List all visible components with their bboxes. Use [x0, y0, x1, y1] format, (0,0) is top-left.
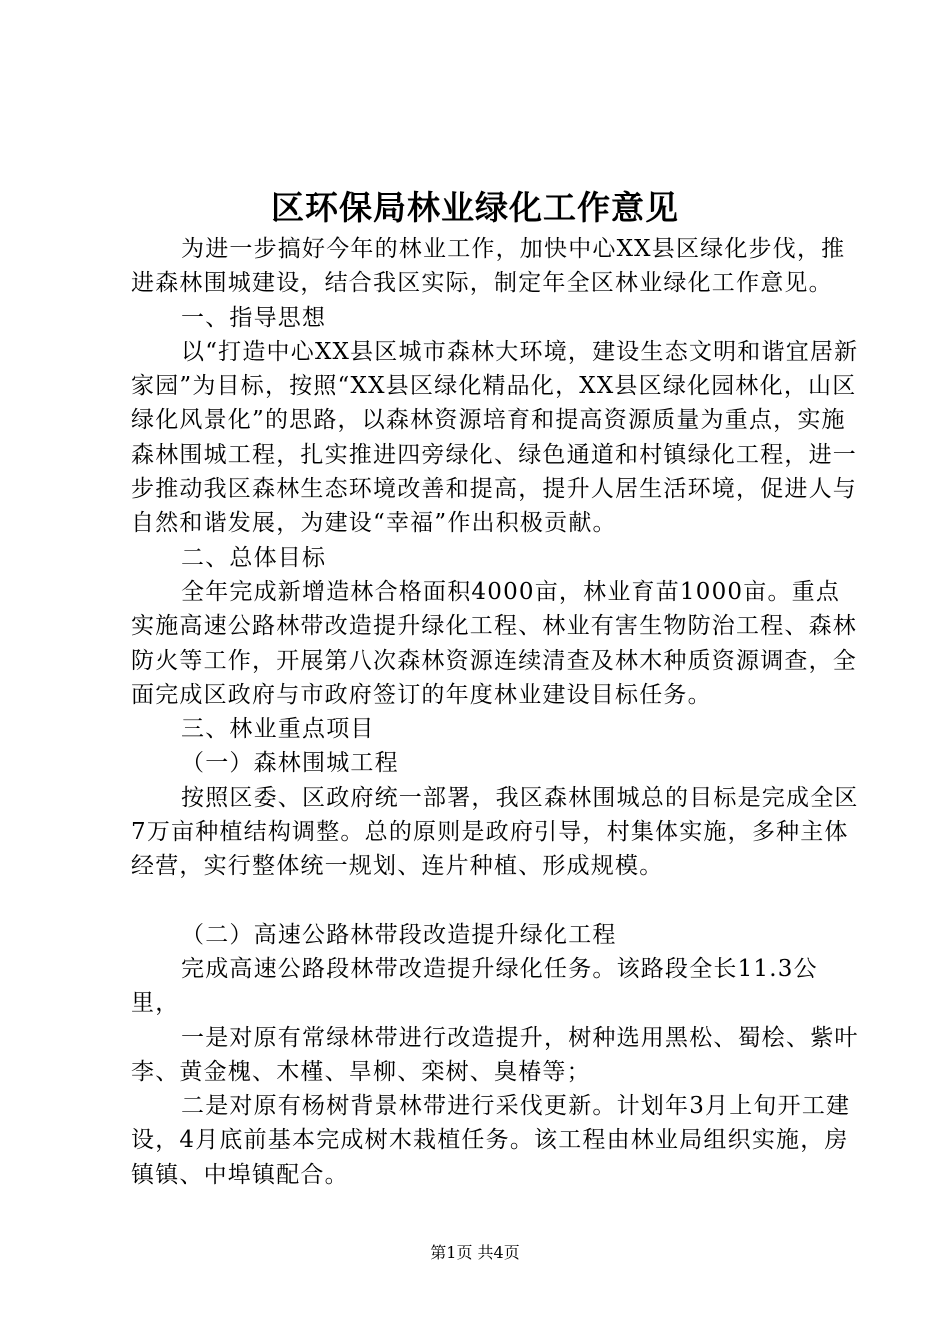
document-body	[131, 232, 859, 1192]
highway-greening-paragraph: 完成高速公路段林带改造提升绿化任务。该路段全长11.3公里，	[131, 955, 818, 1017]
overall-goal-paragraph: 全年完成新增造林合格面积4000亩，林业育苗1000亩。重点实施高速公路林带改造提升绿化工程、林业有害生物防治工程、森林防火等工作，开展第八次森林资源连续清查及林木种质资源调查，全面完成区政府与市政府签订的年度林业建设目标任务。	[131, 578, 857, 708]
page-footer: 第1页 共4页	[430, 1243, 520, 1262]
section-heading-key-projects: 三、林业重点项目	[181, 716, 375, 743]
intro-paragraph: 为进一步搞好今年的林业工作，加快中心XX县区绿化步伐，推进森林围城建设，结合我区实际，制定年全区林业绿化工作意见。	[131, 236, 846, 297]
highway-item-one: 一是对原有常绿林带进行改造提升，树种选用黑松、蜀桧、紫叶李、黄金槐、木槿、旱柳、栾树、臭椿等；	[131, 1024, 859, 1085]
subsection-heading-highway-greening: （二）高速公路林带段改造提升绿化工程	[181, 921, 617, 948]
forest-city-paragraph: 按照区委、区政府统一部署，我区森林围城总的目标是完成全区7万亩种植结构调整。总的原则是政府引导，村集体实施，多种主体经营，实行整体统一规划、连片种植、形成规模。	[131, 784, 859, 880]
section-heading-overall-goal: 二、总体目标	[181, 544, 327, 571]
section-heading-guiding-thought: 一、指导思想	[181, 304, 327, 331]
guiding-thought-paragraph: 以“打造中心XX县区城市森林大环境，建设生态文明和谐宜居新家园”为目标，按照“XX县区绿化精品化，XX县区绿化园林化，山区绿化风景化”的思路，以森林资源培育和提高资源质量为重点，实施森林围城工程，扎实推进四旁绿化、绿色通道和村镇绿化工程，进一步推动我区森林生态环境改善和提高，提升人居生活环境，促进人与自然和谐发展，为建设“幸福”作出积极贡献。	[131, 338, 859, 537]
document-title: 区环保局林业绿化工作意见	[271, 188, 679, 227]
subsection-heading-forest-city: （一）森林围城工程	[181, 750, 399, 777]
highway-item-two: 二是对原有杨树背景林带进行采伐更新。计划年3月上旬开工建设，4月底前基本完成树木栽植任务。该工程由林业局组织实施，房镇镇、中埠镇配合。	[131, 1093, 851, 1188]
paragraph-gap	[131, 884, 859, 918]
